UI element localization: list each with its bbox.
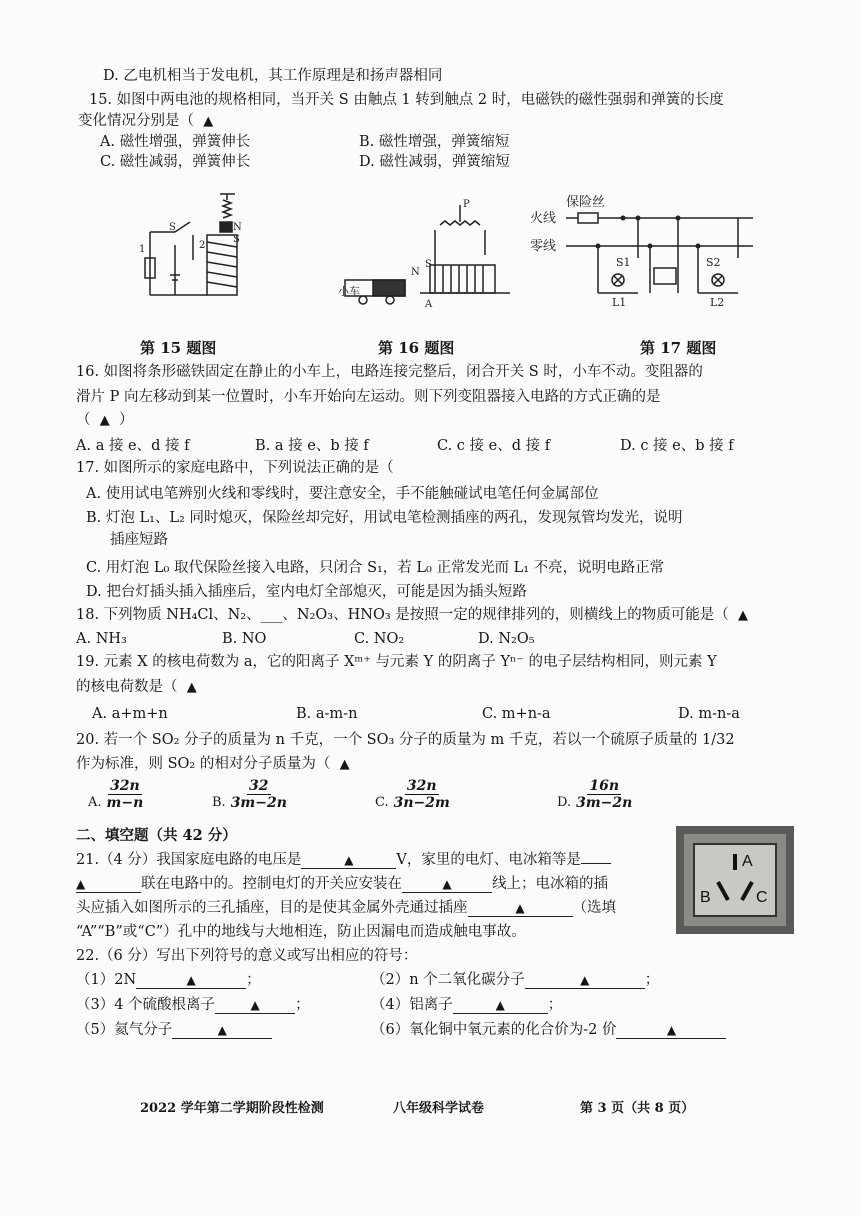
q22-item-4: （4）铝离子 ▲ ；	[371, 997, 563, 1013]
fig16-label: 小车	[338, 285, 360, 298]
q19-stem-line1: 19. 元素 X 的核电荷数为 a，它的阳离子 Xᵐ⁺ 与元素 Y 的阴离子 Yⁿ⁻ 的电子层结构相同，则元素 Y	[76, 654, 717, 670]
q16-stem-line3: （ ▲ ）	[76, 412, 134, 428]
answer-marker: ▲	[737, 608, 748, 623]
answer-marker: ▲	[76, 877, 86, 891]
q19-stem-line2: 的核电荷数是（ ▲	[76, 679, 197, 695]
section-2-title: 二、填空题（共 42 分）	[76, 827, 237, 844]
answer-marker: ▲	[99, 413, 110, 428]
figure-15-caption: 第 15 题图	[140, 339, 217, 357]
fig15-label: S	[233, 234, 240, 245]
figure-16-car-circuit	[335, 195, 510, 310]
q22-stem: 22.（6 分）写出下列符号的意义或写出相应的符号：	[76, 948, 418, 964]
q17-option-c: C. 用灯泡 L₀ 取代保险丝接入电路，只闭合 S₁，若 L₀ 正常发光而 L₁ 不亮，说明电路正常	[86, 560, 665, 576]
fig16-label: S	[425, 259, 432, 270]
answer-blank	[215, 997, 295, 1014]
q22-item-3: （3）4 个硫酸根离子 ▲ ；	[76, 997, 310, 1013]
socket-label-c: C	[756, 889, 768, 906]
answer-blank	[136, 972, 246, 989]
q20-option-c: C. 32n 3n−2m	[375, 778, 450, 811]
footer-page-number: 第 3 页（共 8 页）	[580, 1101, 695, 1116]
q15-option-b: B. 磁性增强，弹簧缩短	[359, 134, 510, 150]
q17-option-b-line1: B. 灯泡 L₁、L₂ 同时熄灭，保险丝却完好，用试电笔检测插座的两孔，发现氖管均发光，说明	[86, 510, 683, 526]
q22-item-2: （2）n 个二氧化碳分子 ▲ ；	[371, 972, 660, 988]
answer-blank	[402, 876, 492, 893]
q15-option-c: C. 磁性减弱，弹簧伸长	[100, 154, 251, 170]
fig16-label: A	[425, 299, 433, 310]
q18-option-c: C. NO₂	[354, 631, 405, 647]
answer-marker: ▲	[339, 757, 350, 772]
fig17-label: S2	[706, 256, 721, 269]
q15-option-d: D. 磁性减弱，弹簧缩短	[359, 154, 510, 170]
answer-blank	[172, 1022, 272, 1039]
q22-item-1: （1）2N ▲ ；	[76, 972, 261, 988]
answer-blank	[468, 900, 573, 917]
fig15-label: N	[233, 222, 242, 233]
fig16-label: N	[411, 267, 420, 278]
q21-line3: 头应插入如图所示的三孔插座，目的是使其金属外壳通过插座 ▲ （选填	[76, 900, 616, 916]
q16-stem-line2: 滑片 P 向左移动到某一位置时，小车开始向左运动。则下列变阻器接入电路的方式正确的是	[76, 389, 661, 405]
fig17-label: 保险丝	[566, 195, 606, 210]
q18-option-a: A. NH₃	[76, 631, 127, 647]
q15-option-a: A. 磁性增强，弹簧伸长	[100, 134, 251, 150]
socket-label-a: A	[742, 853, 753, 870]
answer-marker: ▲	[186, 973, 196, 987]
answer-blank	[616, 1022, 726, 1039]
q17-option-b-line2: 插座短路	[110, 532, 168, 548]
q16-option-b: B. a 接 e、b 接 f	[255, 438, 369, 454]
q21-line4: “A”“B”或“C”）孔中的地线与大地相连，防止因漏电而造成触电事故。	[76, 924, 526, 940]
fig15-label: 1	[139, 244, 146, 255]
footer-subject: 八年级科学试卷	[393, 1101, 485, 1116]
answer-marker: ▲	[495, 998, 505, 1012]
fig17-label: L2	[710, 296, 725, 309]
q18-stem: 18. 下列物质 NH₄Cl、N₂、___、N₂O₃、HNO₃ 是按照一定的规律排列的，则横线上的物质可能是（ ▲	[76, 607, 748, 623]
answer-marker: ▲	[203, 114, 214, 129]
answer-blank	[76, 876, 141, 893]
three-hole-socket-image	[676, 826, 794, 934]
q17-option-a: A. 使用试电笔辨别火线和零线时，要注意安全，手不能触碰试电笔任何金属部位	[86, 486, 599, 502]
answer-blank	[453, 997, 548, 1014]
q15-stem-line2: 变化情况分别是（ ▲	[78, 113, 214, 129]
answer-marker: ▲	[344, 853, 354, 867]
answer-marker: ▲	[666, 1023, 677, 1037]
q22-item-6: （6）氧化铜中氧元素的化合价为-2 价 ▲	[371, 1020, 726, 1040]
footer-exam-name: 2022 学年第二学期阶段性检测	[140, 1101, 324, 1116]
q15-stem-line1: 15. 如图中两电池的规格相同，当开关 S 由触点 1 转到触点 2 时，电磁铁的磁性强弱和弹簧的长度	[89, 92, 724, 108]
q20-option-b: B. 32 3m−2n	[212, 778, 287, 811]
answer-blank	[301, 852, 396, 869]
q19-option-c: C. m+n-a	[482, 706, 551, 722]
q22-item-5: （5）氦气分子 ▲	[76, 1020, 272, 1040]
fig17-label: L1	[612, 296, 627, 309]
q19-option-b: B. a-m-n	[296, 706, 358, 722]
figure-17-caption: 第 17 题图	[640, 339, 717, 357]
fig17-label: S1	[616, 256, 631, 269]
fig15-label: 2	[199, 240, 206, 251]
q16-option-c: C. c 接 e、d 接 f	[437, 438, 551, 454]
q21-line1: 21.（4 分）我国家庭电路的电压是 ▲ V，家里的电灯、电冰箱等是	[76, 850, 611, 870]
fig17-label: 火线	[530, 211, 557, 226]
q16-option-a: A. a 接 e、d 接 f	[76, 438, 190, 454]
q18-option-d: D. N₂O₅	[478, 631, 535, 647]
answer-marker: ▲	[186, 680, 197, 695]
answer-marker: ▲	[217, 1023, 227, 1037]
q20-option-a: A. 32n m−n	[88, 778, 144, 811]
figure-17-household-circuit	[528, 188, 763, 313]
fig15-label: S	[169, 222, 176, 233]
q20-option-d: D. 16n 3m−2n	[557, 778, 633, 811]
answer-blank	[525, 972, 645, 989]
q16-option-d: D. c 接 e、b 接 f	[620, 438, 734, 454]
figure-15-electromagnet-circuit	[135, 190, 255, 310]
answer-marker: ▲	[442, 877, 452, 891]
fig17-label: 零线	[530, 239, 557, 254]
answer-blank	[581, 863, 611, 864]
q17-stem: 17. 如图所示的家庭电路中，下列说法正确的是（	[76, 460, 394, 476]
q17-option-d: D. 把台灯插头插入插座后，室内电灯全部熄灭，可能是因为插头短路	[86, 584, 527, 600]
q18-option-b: B. NO	[222, 631, 267, 647]
q14-option-d: D. 乙电机相当于发电机，其工作原理是和扬声器相同	[103, 68, 443, 84]
q19-option-a: A. a+m+n	[92, 706, 168, 722]
answer-marker: ▲	[580, 973, 590, 987]
answer-marker: ▲	[250, 998, 260, 1012]
fig16-label: P	[463, 199, 470, 210]
answer-marker: ▲	[515, 901, 525, 915]
q20-stem-line1: 20. 若一个 SO₂ 分子的质量为 n 千克，一个 SO₃ 分子的质量为 m 千克，若以一个硫原子质量的 1/32	[76, 732, 735, 748]
figure-16-caption: 第 16 题图	[378, 339, 455, 357]
q21-line2: ▲ 联在电路中的。控制电灯的开关应安装在 ▲ 线上；电冰箱的插	[76, 876, 608, 892]
socket-label-b: B	[700, 889, 711, 906]
q16-stem-line1: 16. 如图将条形磁铁固定在静止的小车上，电路连接完整后，闭合开关 S 时，小车不动。变阻器的	[76, 364, 703, 380]
q20-stem-line2: 作为标准，则 SO₂ 的相对分子质量为（ ▲	[76, 756, 350, 772]
q19-option-d: D. m-n-a	[678, 706, 740, 722]
